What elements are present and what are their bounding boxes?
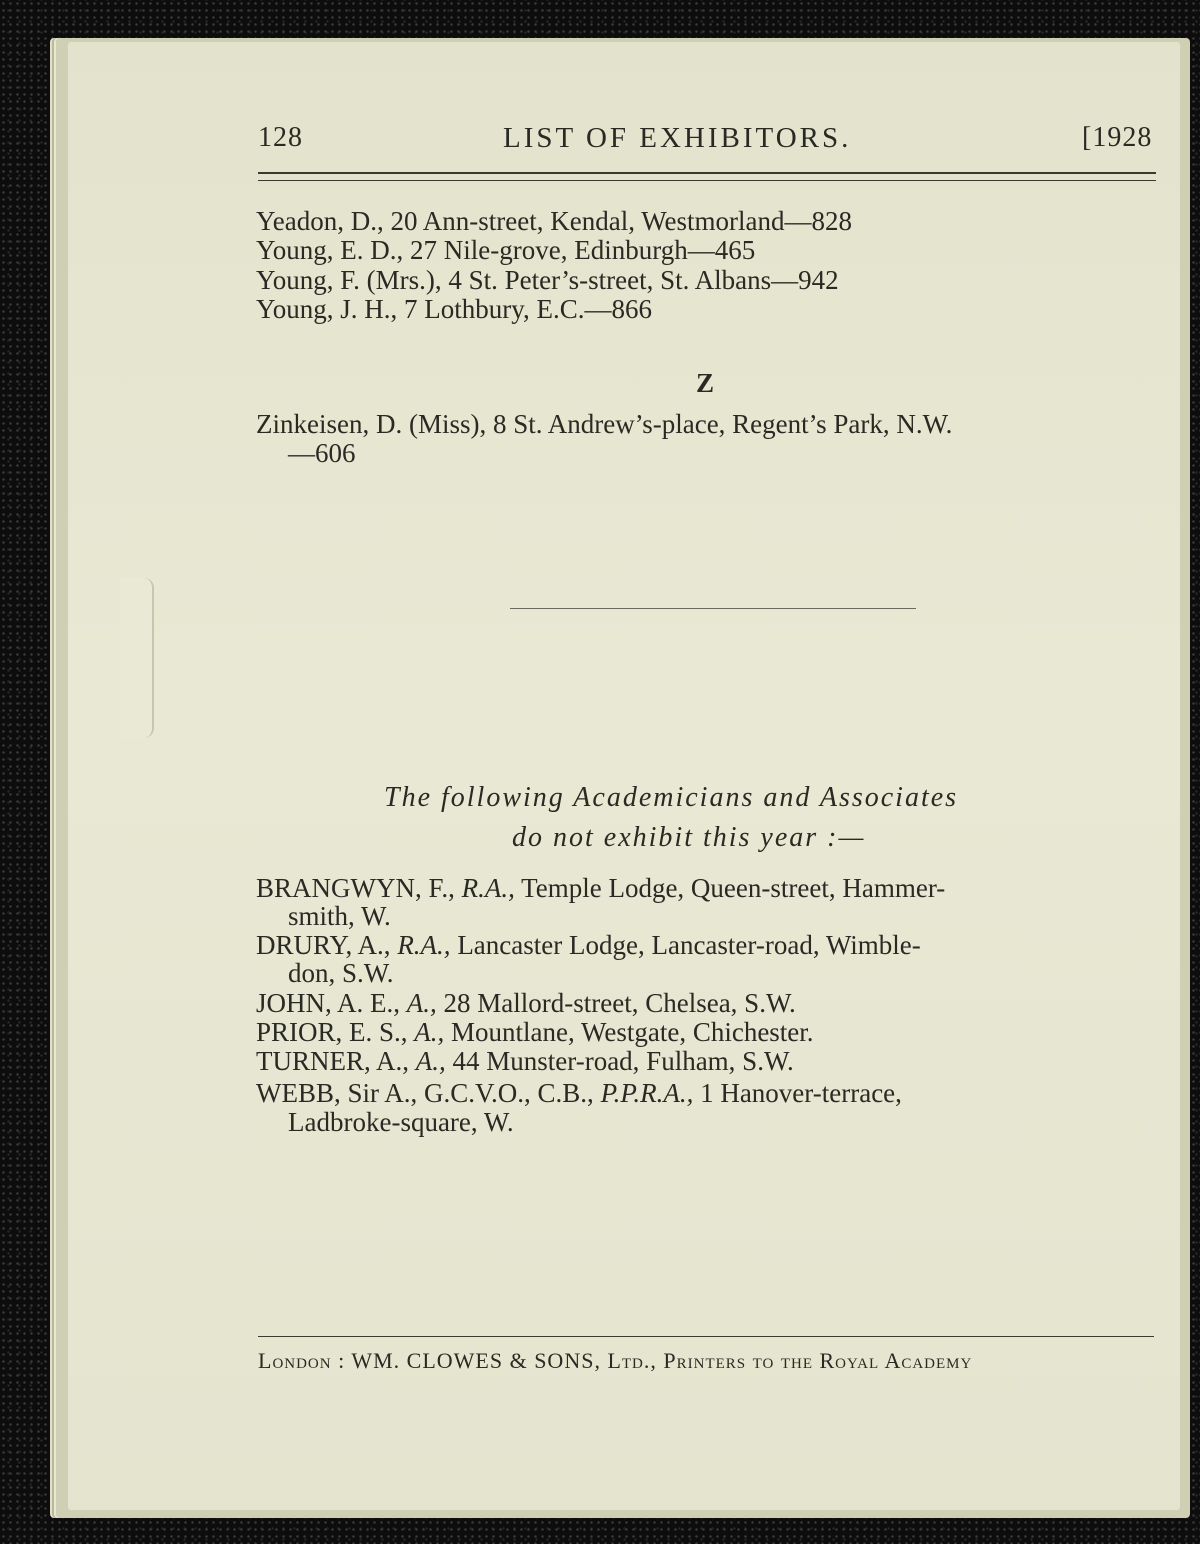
non-exhibitor-entry-continuation: smith, W.	[288, 901, 391, 931]
printer-imprint: London : WM. CLOWES & SONS, Ltd., Printers to the Royal Academy	[258, 1348, 973, 1373]
member-title: A.,	[406, 988, 437, 1018]
exhibitor-entry-continuation: —606	[288, 438, 356, 468]
non-exhibitor-entry	[256, 1018, 814, 1046]
member-name: WEBB, Sir A., G.C.V.O., C.B.,	[256, 1078, 594, 1108]
non-exhibitor-entry	[256, 1047, 794, 1075]
non-exhibitor-entry	[256, 874, 945, 902]
page-number: 128	[258, 122, 303, 153]
member-name: PRIOR, E. S.,	[256, 1017, 408, 1047]
page-tab-mark	[120, 578, 154, 738]
non-exhibitor-entry	[256, 931, 921, 959]
footer-rule	[258, 1336, 1154, 1337]
exhibitor-entry: Zinkeisen, D. (Miss), 8 St. Andrew’s-place, Regent’s Park, N.W.	[256, 409, 953, 439]
member-address: Lancaster Lodge, Lancaster-road, Wimble-	[457, 930, 921, 960]
non-exhibitor-entry-continuation: Ladbroke-square, W.	[288, 1107, 514, 1137]
member-title: P.P.R.A.,	[600, 1078, 694, 1108]
exhibitor-entry: Young, E. D., 27 Nile-grove, Edinburgh—465	[256, 235, 756, 265]
member-title: R.A.,	[461, 873, 515, 903]
non-exhibitor-entry	[256, 1079, 902, 1107]
member-address: 1 Hanover-terrace,	[700, 1078, 902, 1108]
member-title: R.A.,	[397, 930, 451, 960]
member-title: A.,	[415, 1046, 446, 1076]
running-title: LIST OF EXHIBITORS.	[503, 122, 852, 154]
member-name: TURNER, A.,	[256, 1046, 410, 1076]
intro-line: The following Academicians and Associates	[384, 782, 959, 813]
exhibitor-entry: Young, J. H., 7 Lothbury, E.C.—866	[256, 294, 653, 324]
year-mark: [1928	[1082, 122, 1153, 153]
member-name: JOHN, A. E.,	[256, 988, 401, 1018]
member-title: A.,	[414, 1017, 445, 1047]
section-divider	[510, 608, 916, 609]
non-exhibitor-entry-continuation: don, S.W.	[288, 958, 394, 988]
member-address: Mountlane, Westgate, Chichester.	[451, 1017, 814, 1047]
section-letter: Z	[696, 368, 715, 398]
header-rule	[258, 172, 1156, 181]
member-name: DRURY, A.,	[256, 930, 391, 960]
member-address: 28 Mallord-street, Chelsea, S.W.	[443, 988, 796, 1018]
exhibitor-entry: Yeadon, D., 20 Ann-street, Kendal, Westmorland—828	[256, 206, 853, 236]
non-exhibitor-entry	[256, 989, 796, 1017]
intro-line: do not exhibit this year :—	[512, 822, 866, 853]
member-address: 44 Munster-road, Fulham, S.W.	[452, 1046, 794, 1076]
member-address: Temple Lodge, Queen-street, Hammer-	[521, 873, 946, 903]
member-name: BRANGWYN, F.,	[256, 873, 455, 903]
exhibitor-entry: Young, F. (Mrs.), 4 St. Peter’s-street, St. Albans—942	[256, 265, 839, 295]
